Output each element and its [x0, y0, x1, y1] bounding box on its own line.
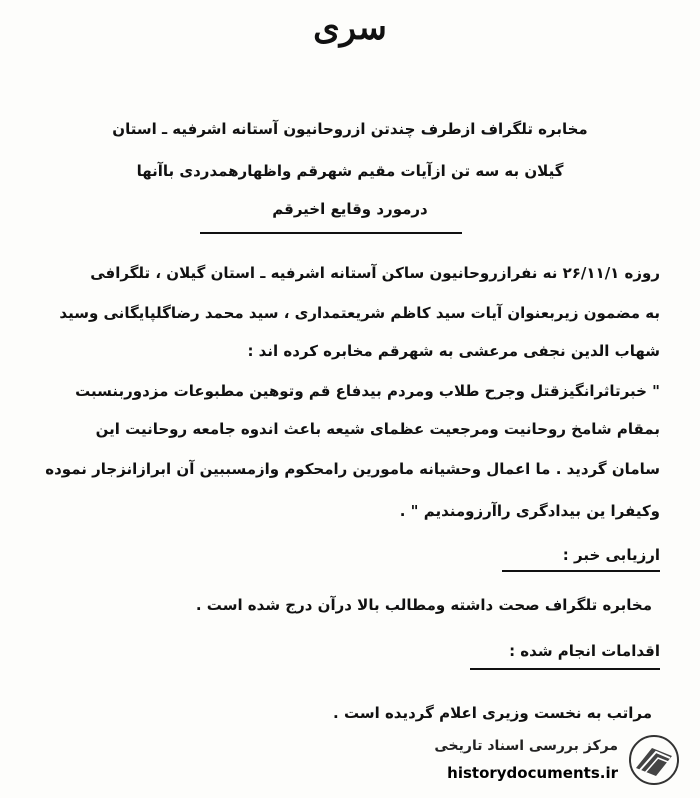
subject-line-1: مخابره تلگراف ازطرف چندتن ازروحانیون آستانه اشرفیه ـ استان	[112, 120, 588, 138]
body-line-7: وکیفرا ین بیدادگری راآرزومندیم " .	[399, 502, 660, 520]
watermark-url: historydocuments.ir	[447, 764, 618, 782]
body-line-1: روزه ۲۶/۱۱/۱ نه نفرازروحانیون ساکن آستانه اشرفیه ـ استان گیلان ، تلگرافی	[90, 264, 660, 282]
section-heading-actions: اقدامات انجام شده :	[509, 642, 660, 660]
watermark	[412, 728, 690, 792]
actions-text: مراتب به نخست وزیری اعلام گردیده است .	[333, 704, 652, 722]
book-logo-icon	[626, 734, 682, 786]
body-line-4: " خبرتاثرانگیزقتل وجرح طلاب ومردم بیدفاع قم وتوهین مطبوعات مزدوربنسبت	[75, 382, 660, 400]
assessment-text: مخابره تلگراف صحت داشته ومطالب بالا درآن درج شده است .	[195, 596, 652, 614]
subject-underline	[200, 232, 462, 234]
document-title: سری	[313, 8, 387, 48]
watermark-name: مرکز بررسی اسناد تاریخی	[434, 738, 618, 754]
body-line-6: سامان گردید . ما اعمال وحشیانه مامورین رامحکوم وازمسببین آن ابرازانزجار نموده	[45, 460, 660, 478]
subject-line-3: درمورد وقایع اخیرقم	[272, 200, 428, 218]
body-line-3: شهاب الدین نجفی مرعشی به شهرقم مخابره کرده اند :	[247, 342, 660, 360]
subject-line-2: گیلان به سه تن ازآیات مقیم شهرقم واظهارهمدردی باآنها	[136, 162, 564, 180]
actions-underline	[470, 668, 660, 670]
body-line-2: به مضمون زیربعنوان آیات سید کاظم شریعتمداری ، سید محمد رضاگلپایگانی وسید	[59, 304, 660, 322]
assessment-underline	[502, 570, 660, 572]
section-heading-assessment: ارزیابی خبر :	[562, 546, 660, 564]
body-line-5: بمقام شامخ روحانیت ومرجعیت عظمای شیعه باعث اندوه جامعه روحانیت این	[95, 420, 660, 438]
